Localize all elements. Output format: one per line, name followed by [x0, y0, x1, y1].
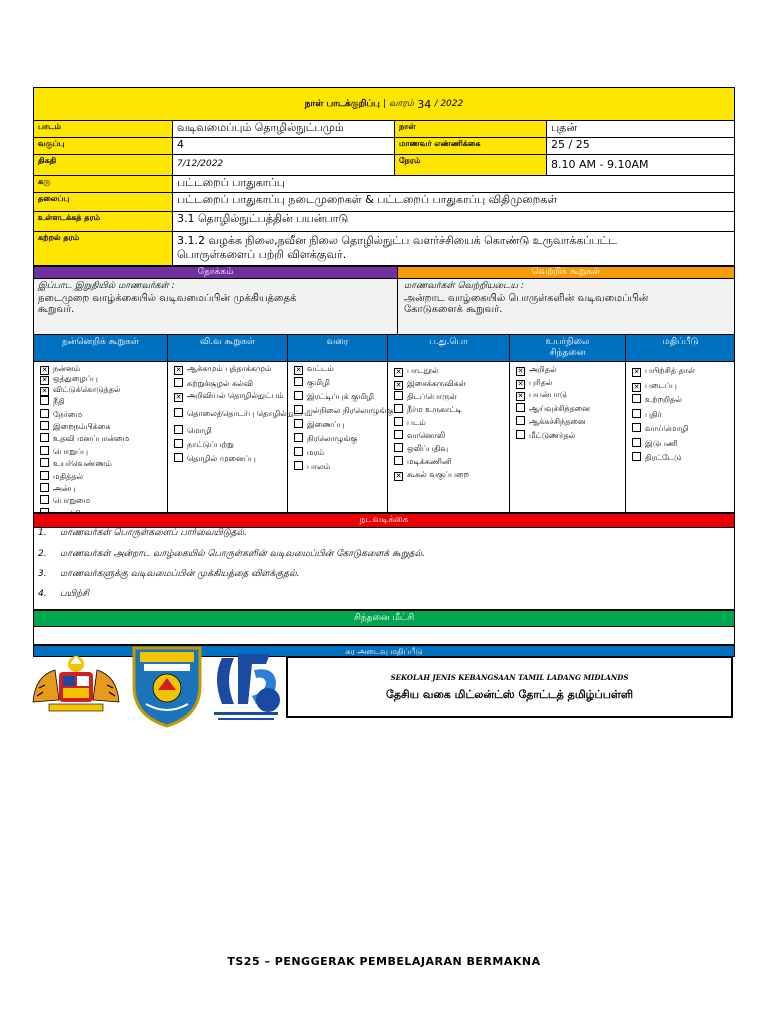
list-item[interactable]: ✕ கூகல் வகுப்பறை: [395, 470, 469, 480]
checkbox-icon: [632, 423, 641, 432]
list-item[interactable]: அன்பு: [40, 482, 167, 494]
success-criteria-body: [398, 279, 735, 335]
list-item[interactable]: ✕ பாடநூல்: [395, 366, 439, 376]
checkbox-icon: [174, 408, 183, 417]
checkbox-icon: [516, 403, 525, 412]
elements-lists: [33, 362, 735, 513]
hots-list: [509, 362, 625, 512]
list-item[interactable]: ✕ வட்டம்: [295, 364, 334, 374]
week-label: வாரம்: [388, 98, 415, 109]
thinking-maps-list: [287, 362, 394, 512]
objective-intro: இப்பாட இறுதியில் மாணவர்கள் :: [38, 281, 175, 291]
list-item[interactable]: நிரலொழுங்கு: [294, 432, 387, 444]
list-item[interactable]: பொறுப்பு: [40, 445, 167, 457]
assessment-list: [625, 362, 735, 512]
success-criteria-header: வெற்றிக் கூறுகள்: [398, 266, 735, 279]
checkbox-icon: [294, 433, 303, 442]
checkbox-icon: ✕: [395, 381, 402, 389]
list-item[interactable]: நீதி: [40, 395, 167, 407]
list-item[interactable]: இணைப்பு: [294, 418, 387, 430]
footer-slogan: TS25 – PENGGERAK PEMBELAJARAN BERMAKNA: [227, 955, 541, 968]
list-item[interactable]: நாட்டுப்பற்று: [174, 438, 287, 449]
checkbox-icon: [394, 417, 403, 426]
list-item[interactable]: பொறுமை: [40, 494, 167, 506]
list-item[interactable]: ✕ விட்டுக்கொடுத்தல்: [41, 384, 121, 395]
list-item[interactable]: ஆய்வுச்சிந்தனை: [516, 402, 625, 416]
list-item[interactable]: பாலம்: [294, 460, 387, 472]
info-row-learning-standard: [33, 232, 735, 266]
activity-step: 2. மாணவர்கள் அன்றாட வாழ்கையில் பொருள்களின் வடிவமைப்பின் கோடுகளைக் கூறுதல்.: [38, 549, 425, 559]
checkbox-icon: [40, 409, 49, 418]
objective-header: நோக்கம்: [33, 266, 398, 279]
reflection-body: [33, 627, 735, 645]
date-label: திகதி: [34, 155, 172, 175]
list-item[interactable]: ✕ படைப்பு: [633, 380, 677, 391]
checkbox-icon: ✕: [175, 393, 182, 401]
list-item[interactable]: பல்நிலை நிரலொழுங்கு: [294, 404, 387, 416]
list-item[interactable]: ✕ புரிதல்: [517, 377, 553, 388]
teaching-aids-list: [387, 362, 509, 512]
column-head-values: நன்னெறிக் கூறுகள்: [61, 337, 140, 347]
info-row-class: [33, 138, 735, 155]
malaysia-coat-of-arms-logo: [25, 652, 127, 716]
list-item[interactable]: ✕ நன்னம்: [41, 364, 81, 374]
list-item[interactable]: ✕ பயன்பாடு: [517, 390, 567, 400]
list-item[interactable]: இறைநம்பிக்கை: [40, 420, 167, 432]
checkbox-icon: [40, 433, 49, 442]
learning-standard-line-1: 3.1.2 வழக்க நிலை,நவீன நிலை தொழில்நுட்ப வளர்ச்சியைக் கொண்டு உருவாக்கப்பட்ட: [177, 234, 618, 247]
content-standard-value: 3.1 தொழில்நுட்பத்தின் பயன்பாடு: [172, 212, 734, 231]
students-label: மாணவர் எண்ணிக்கை: [394, 138, 546, 154]
list-item[interactable]: இரட்டிப்புக் குமிழி: [294, 390, 387, 402]
checkbox-icon: ✕: [517, 367, 524, 375]
checkbox-icon: [294, 447, 303, 456]
week-number: 34: [417, 97, 432, 111]
checkbox-icon: [174, 439, 183, 448]
checkbox-icon: ✕: [295, 366, 302, 374]
checkbox-icon: [394, 456, 403, 465]
header-separator: |: [382, 99, 386, 109]
info-row-date: [33, 155, 735, 176]
checkbox-icon: [632, 452, 641, 461]
list-item[interactable]: இடுபணி: [632, 437, 735, 452]
self-assessment-header: சுர அடைவு மதிப்பீடு: [33, 645, 735, 657]
checkbox-icon: [40, 396, 49, 405]
checkbox-icon: ✕: [41, 376, 48, 385]
checkbox-icon: [632, 438, 641, 447]
list-item[interactable]: உயர்வெண்ணம்: [40, 457, 167, 469]
school-name-malay: SEKOLAH JENIS KEBANGSAAN TAMIL LADANG MIDLANDS: [390, 673, 629, 682]
time-label: நேரம்: [394, 155, 546, 175]
checkbox-icon: [40, 495, 49, 504]
checkbox-icon: ✕: [175, 366, 182, 374]
header-year: / 2022: [434, 99, 464, 109]
day-label: நாள்: [394, 121, 546, 137]
checkbox-icon: [394, 404, 403, 413]
class-value: 4: [172, 138, 394, 154]
activities-header: நடவடிக்கை: [33, 513, 735, 528]
lesson-plan-header: [33, 87, 735, 121]
list-item[interactable]: மீட்டுணர்தல்: [516, 429, 625, 443]
info-row-topic: [33, 193, 735, 212]
list-item[interactable]: மொழி: [174, 424, 287, 435]
list-item[interactable]: படம்: [394, 416, 509, 429]
time-value: 8.10 AM - 9.10AM: [546, 155, 734, 175]
column-head-assessment: மதிப்பீடு: [625, 335, 735, 361]
list-item[interactable]: உற்றறிதல்: [632, 393, 735, 408]
list-item[interactable]: குமிழி: [294, 376, 387, 388]
checkbox-icon: [294, 419, 303, 428]
list-item[interactable]: ✕ ஒத்துழைப்பு: [41, 374, 98, 385]
values-list: [34, 362, 167, 512]
date-value: 7/12/2022: [172, 155, 394, 175]
subject-label: பாடம்: [34, 121, 172, 137]
list-item[interactable]: ஆக்கச்சிந்தனை: [516, 415, 625, 429]
column-head-teaching-aids: ப.து.பொ: [387, 335, 509, 361]
checkbox-icon: ✕: [633, 368, 640, 376]
topic-label: தலைப்பு: [34, 193, 172, 211]
list-item[interactable]: ✕ அறிவியல் தொழில்நுட்பம்: [175, 391, 284, 401]
learning-standard-line-2: பொருள்களைப் பற்றி விளக்குவர்.: [177, 248, 347, 261]
column-head-hots: உயர்நிலை சிந்தனை: [509, 335, 625, 361]
column-head-thinking-maps: வரை: [287, 335, 387, 361]
checkbox-icon: [516, 416, 525, 425]
checkbox-icon: [294, 461, 303, 470]
checkbox-icon: [394, 443, 403, 452]
info-row-subject: [33, 121, 735, 138]
list-item[interactable]: திடப்பொருள்: [394, 390, 509, 403]
checkbox-icon: [40, 471, 49, 480]
theme-label: கரு: [34, 176, 172, 192]
checkbox-icon: [632, 409, 641, 418]
checkbox-icon: [174, 453, 183, 462]
checkbox-icon: [394, 430, 403, 439]
list-item[interactable]: மதித்தல்: [40, 470, 167, 482]
success-intro: மாணவர்கள் வெற்றியடைய :: [404, 281, 524, 291]
checkbox-icon: [516, 430, 525, 439]
objective-text-line-1: நடைமுறை வாழ்க்கையில் வடிவமைப்பின் முக்கியத்தைக்: [38, 292, 297, 304]
info-row-content-standard: [33, 212, 735, 232]
checkbox-icon: ✕: [395, 472, 402, 480]
school-crest-logo: [130, 646, 204, 728]
school-name-box: [286, 656, 733, 718]
topic-value: பட்டறைப் பாதுகாப்பு நடைமுறைகள் & பட்டறைப் பாதுகாப்பு விதிமுறைகள்: [172, 193, 734, 211]
info-row-theme: [33, 176, 735, 193]
column-head-cross-curricular: வி.வ கூறுகள்: [167, 335, 287, 361]
success-text-line-2: கோடுகளைக் கூறுவர்.: [404, 304, 503, 315]
school-name-tamil: தேசிய வகை மிட்லன்ட்ஸ் தோட்டத் தமிழ்ப்பள்ளி: [386, 688, 633, 701]
theme-value: பட்டறைப் பாதுகாப்பு: [172, 176, 734, 192]
content-standard-label: உள்ளடக்கத் தரம்: [34, 212, 172, 231]
checkbox-icon: [294, 391, 303, 400]
activity-step: 1. மாணவர்கள் பொருள்களைப் பார்வையிடுதல்.: [38, 528, 247, 538]
header-title: நாள் பாடக்குறிப்பு: [304, 98, 380, 109]
elements-header-row: [33, 335, 735, 362]
checkbox-icon: [174, 378, 183, 387]
list-item[interactable]: தொழில் முனைப்பு: [174, 452, 287, 463]
list-item[interactable]: ஒலிப்பதிவு: [394, 442, 509, 455]
checkbox-icon: [40, 446, 49, 455]
list-item[interactable]: ✕ இசைக்கருவிகள்: [395, 379, 466, 389]
list-item[interactable]: நேர்மை: [40, 408, 167, 420]
reflection-header: சிந்தனை மீட்சி: [33, 610, 735, 627]
objective-text-line-2: கூறுவர்.: [38, 304, 75, 315]
checkbox-icon: [174, 425, 183, 434]
activity-step: 4. பயிற்சி: [38, 589, 90, 599]
success-text-line-1: அன்றாட வாழ்கையில் பொருள்களின் வடிவமைப்பின்: [404, 292, 649, 304]
activity-step: 3. மாணவர்களுக்கு வடிவமைப்பின் முக்கியத்தை விளக்குதல்.: [38, 569, 300, 579]
cross-curricular-list: [167, 362, 313, 512]
list-item[interactable]: தொலைத்தொடர்பு தொழில்நுட்பம்: [174, 407, 287, 418]
checkbox-icon: ✕: [395, 368, 402, 376]
list-item[interactable]: சுற்றுச்சூழல் கல்வி: [174, 377, 287, 388]
list-item[interactable]: வாய்மொழி: [632, 422, 735, 437]
list-item[interactable]: மடிக்கணினி: [394, 455, 509, 468]
checkbox-icon: ✕: [41, 386, 48, 395]
list-item[interactable]: உதவி மனப்பான்மை: [40, 432, 167, 444]
checkbox-icon: [40, 483, 49, 492]
list-item[interactable]: புதிர்: [632, 408, 735, 423]
checkbox-icon: ✕: [41, 366, 48, 374]
learning-standard-value: [172, 232, 734, 265]
checkbox-icon: ✕: [633, 382, 640, 391]
ts25-logo: [208, 648, 284, 730]
list-item[interactable]: ✕ பயிற்சித் தாள்: [633, 366, 696, 376]
day-value: புதன்: [546, 121, 734, 137]
checkbox-icon: [632, 394, 641, 403]
list-item[interactable]: ✕ அறிதல்: [517, 365, 557, 375]
checkbox-icon: [40, 421, 49, 430]
list-item[interactable]: ✕ ஆக்கமும் புத்தாக்கமும்: [175, 364, 272, 374]
list-item[interactable]: மரம்: [294, 446, 387, 458]
checkbox-icon: ✕: [517, 392, 524, 400]
checkbox-icon: [294, 377, 303, 386]
students-value: 25 / 25: [546, 138, 734, 154]
class-label: வகுப்பு: [34, 138, 172, 154]
list-item[interactable]: நீர்ம உருகாட்டி: [394, 403, 509, 416]
checkbox-icon: ✕: [517, 379, 524, 388]
checkbox-icon: [294, 405, 303, 414]
checkbox-icon: [40, 458, 49, 467]
list-item[interactable]: திரட்டேடு: [632, 451, 735, 466]
list-item[interactable]: வானொலி: [394, 429, 509, 442]
objective-body: [33, 279, 398, 335]
learning-standard-label: கற்றல் தரம்: [34, 232, 172, 265]
subject-value: வடிவமைப்பும் தொழில்நுட்பமும்: [172, 121, 394, 137]
checkbox-icon: [394, 391, 403, 400]
